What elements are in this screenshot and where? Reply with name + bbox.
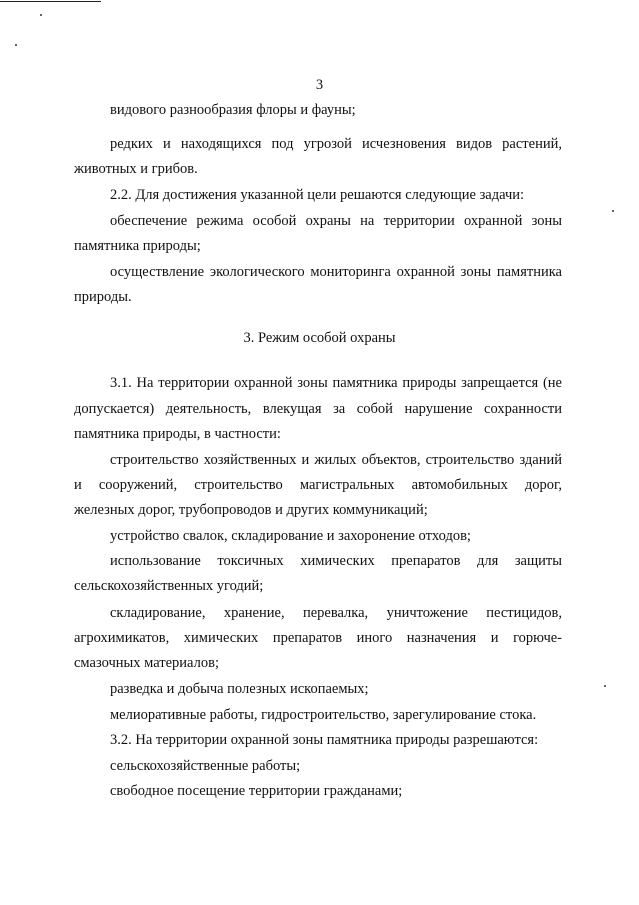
text-line: животных и грибов. <box>74 161 198 177</box>
text-line: складирование, хранение, перевалка, уничтожение пестицидов, <box>110 605 562 621</box>
text-line: разведка и добыча полезных ископаемых; <box>110 681 369 697</box>
text-line: видового разнообразия флоры и фауны; <box>110 102 356 118</box>
text-line: 3.2. На территории охранной зоны памятника природы разрешаются: <box>110 732 539 748</box>
text-line: мелиоративные работы, гидростроительство, зарегулирование стока. <box>110 707 537 723</box>
scan-edge-line <box>0 1 101 2</box>
text-line: использование токсичных химических препаратов для защиты <box>110 553 562 569</box>
text-line: редких и находящихся под угрозой исчезновения видов растений, <box>110 136 562 152</box>
page-number: 3 <box>315 77 324 93</box>
text-line: памятника природы; <box>74 238 201 254</box>
scan-speck <box>604 685 606 687</box>
text-line: сельскохозяйственных угодий; <box>74 578 264 594</box>
text-line: 2.2. Для достижения указанной цели решаются следующие задачи: <box>110 187 525 203</box>
scan-speck <box>40 14 42 16</box>
text-line: строительство хозяйственных и жилых объектов, строительство зданий <box>110 452 562 468</box>
text-line: обеспечение режима особой охраны на территории охранной зоны <box>110 213 562 229</box>
text-line: агрохимикатов, химических препаратов иного назначения и горюче- <box>74 630 562 646</box>
text-line: памятника природы, в частности: <box>74 426 281 442</box>
text-line: природы. <box>74 289 132 305</box>
scan-speck <box>612 210 614 212</box>
scan-speck <box>15 44 17 46</box>
text-line: устройство свалок, складирование и захоронение отходов; <box>110 528 471 544</box>
text-line: железных дорог, трубопроводов и других коммуникаций; <box>74 502 428 518</box>
text-line: смазочных материалов; <box>74 655 219 671</box>
text-line: осуществление экологического мониторинга охранной зоны памятника <box>110 264 562 280</box>
text-line: 3.1. На территории охранной зоны памятника природы запрещается (не <box>110 375 562 391</box>
section-heading: 3. Режим особой охраны <box>243 330 396 346</box>
text-line: допускается) деятельность, влекущая за собой нарушение сохранности <box>74 401 562 417</box>
text-line: сельскохозяйственные работы; <box>110 758 301 774</box>
text-line: свободное посещение территории гражданами; <box>110 783 403 799</box>
text-line: и сооружений, строительство магистральных автомобильных дорог, <box>74 477 562 493</box>
